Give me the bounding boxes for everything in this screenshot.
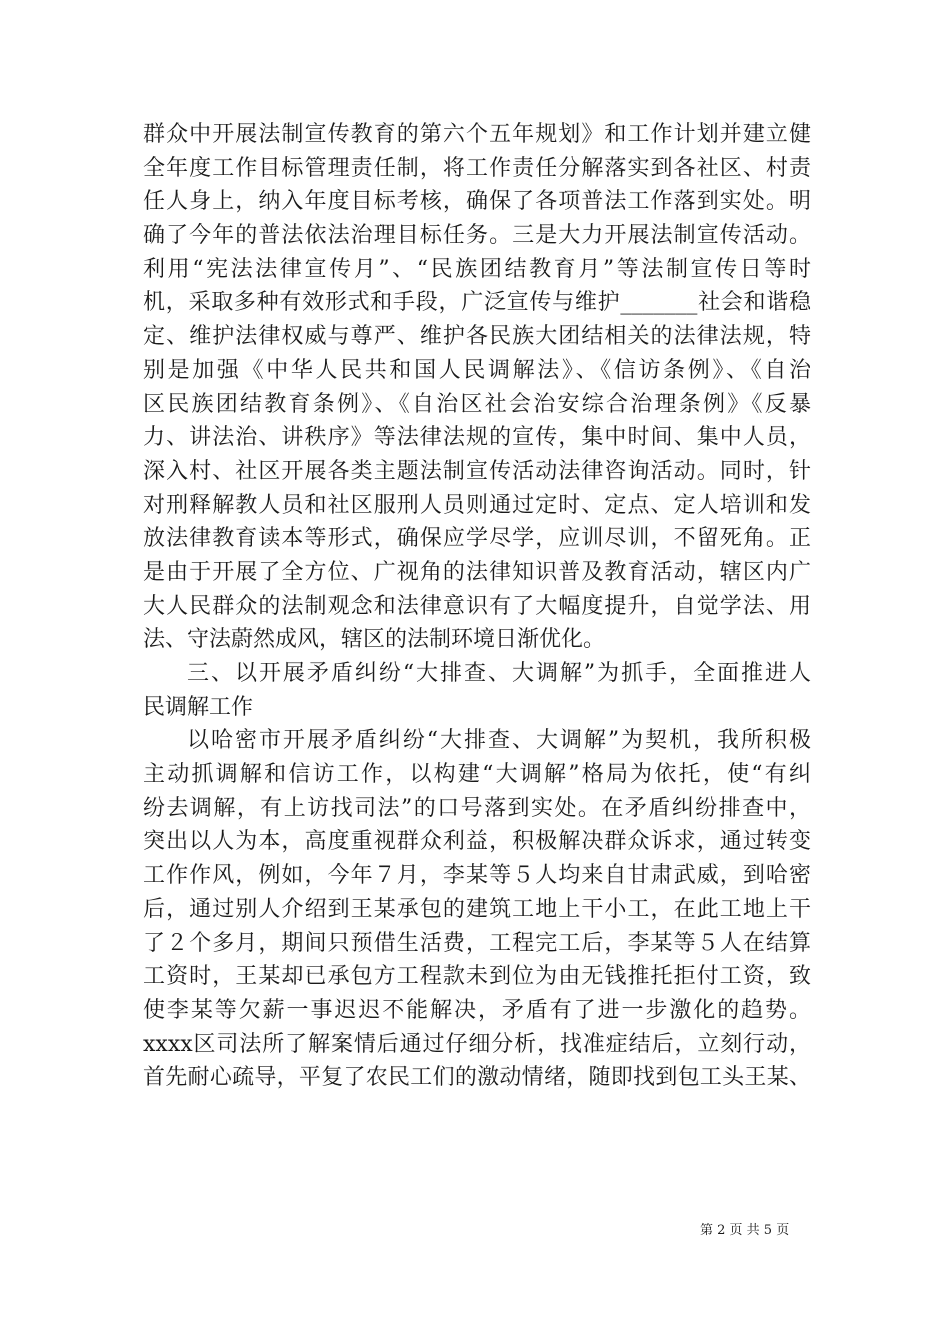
text-line: 大人民群众的法制观念和法律意识有了大幅度提升，自觉学法、用 [143, 593, 811, 619]
text-line: 工资时，王某却已承包方工程款未到位为由无钱推托拒付工资，致 [143, 964, 811, 990]
page-number: 第 2 页 共 5 页 [700, 1223, 790, 1238]
text-line: 确了今年的普法依法治理目标任务。三是大力开展法制宣传活动。 [143, 223, 811, 249]
text-line: 了２个多月，期间只预借生活费，工程完工后，李某等５人在结算 [143, 930, 811, 956]
text-line: 突出以人为本，高度重视群众利益，积极解决群众诉求，通过转变 [143, 829, 811, 855]
text-line: 力、讲法治、讲秩序》等法律法规的宣传，集中时间、集中人员， [143, 425, 811, 451]
text-line: 是由于开展了全方位、广视角的法律知识普及教育活动，辖区内广 [143, 559, 811, 585]
body-text [143, 118, 811, 1095]
text-line: 放法律教育读本等形式，确保应学尽学，应训尽训，不留死角。正 [143, 526, 811, 552]
section-heading-line: 民调解工作 [143, 694, 254, 720]
text-line: 使李某等欠薪一事迟迟不能解决，矛盾有了进一步激化的趋势。 [143, 997, 811, 1023]
text-line: 法、守法蔚然成风，辖区的法制环境日渐优化。 [143, 627, 606, 653]
text-line: 后，通过别人介绍到王某承包的建筑工地上干小工，在此工地上干 [143, 896, 811, 922]
text-line: 以哈密市开展矛盾纠纷“大排查、大调解”为契机，我所积极 [187, 728, 811, 754]
text-line: 对刑释解教人员和社区服刑人员则通过定时、定点、定人培训和发 [143, 492, 811, 518]
text-line: 主动抓调解和信访工作，以构建“大调解”格局为依托，使“有纠 [143, 762, 811, 788]
text-line: 利用“宪法法律宣传月”、“民族团结教育月”等法制宣传日等时 [143, 256, 811, 282]
text-line: 别是加强《中华人民共和国人民调解法》、《信访条例》、《自治 [143, 357, 811, 383]
text-line: 机，采取多种有效形式和手段，广泛宣传与维护_______社会和谐稳 [143, 290, 811, 316]
text-line: 纷去调解，有上访找司法”的口号落到实处。在矛盾纠纷排查中， [143, 795, 811, 821]
text-line: 深入村、社区开展各类主题法制宣传活动法律咨询活动。同时，针 [143, 458, 811, 484]
text-line: 全年度工作目标管理责任制，将工作责任分解落实到各社区、村责 [143, 155, 811, 181]
text-line: 工作作风，例如，今年７月，李某等５人均来自甘肃武威，到哈密 [143, 863, 811, 889]
section-heading-line: 三、以开展矛盾纠纷“大排查、大调解”为抓手，全面推进人 [187, 661, 811, 686]
text-line: 定、维护法律权威与尊严、维护各民族大团结相关的法律法规，特 [143, 324, 811, 350]
text-line: 区民族团结教育条例》、《自治区社会治安综合治理条例》《反暴 [143, 391, 811, 417]
text-line: 任人身上，纳入年度目标考核，确保了各项普法工作落到实处。明 [143, 189, 811, 215]
text-line: 群众中开展法制宣传教育的第六个五年规划》和工作计划并建立健 [143, 122, 811, 147]
text-line: xxxx区司法所了解案情后通过仔细分析，找准症结后，立刻行动， [143, 1031, 811, 1057]
text-line: 首先耐心疏导，平复了农民工们的激动情绪，随即找到包工头王某、 [143, 1065, 811, 1091]
